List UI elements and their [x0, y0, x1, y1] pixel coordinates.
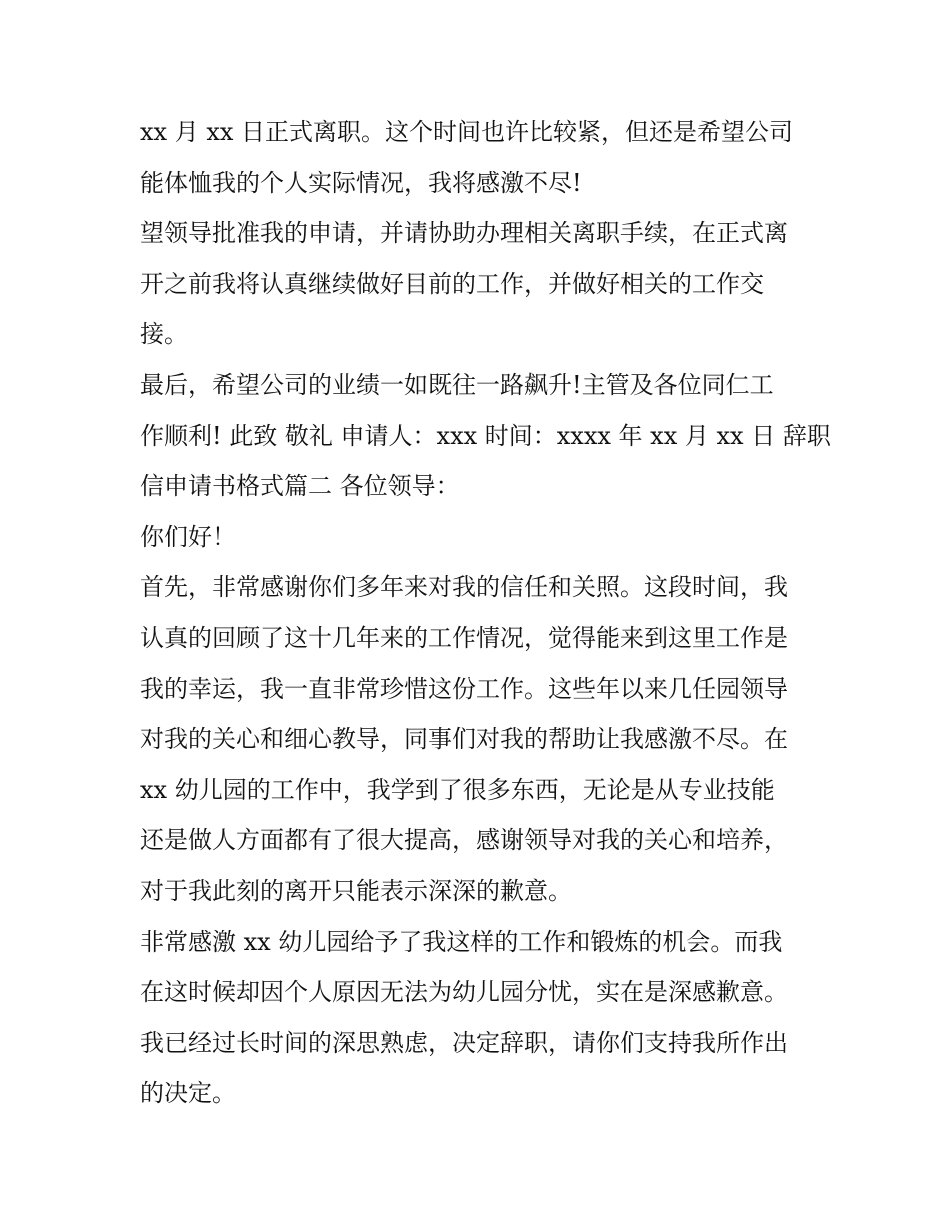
- text-line: 还是做人方面都有了很大提高，感谢领导对我的关心和培养，: [140, 826, 788, 855]
- text-line: 接。: [140, 320, 188, 349]
- text-line: xx 月 xx 日正式离职。这个时间也许比较紧，但还是希望公司: [140, 118, 794, 146]
- text-line: 我的幸运，我一直非常珍惜这份工作。这些年以来几任园领导: [140, 674, 788, 703]
- text-line: 能体恤我的个人实际情况，我将感激不尽!: [140, 168, 582, 197]
- text-line: 非常感激 xx 幼儿园给予了我这样的工作和锻炼的机会。而我: [140, 927, 783, 956]
- text-line: 首先，非常感谢你们多年来对我的信任和关照。这段时间，我: [140, 573, 788, 602]
- text-line: 你们好！: [140, 522, 236, 551]
- text-line: 对于我此刻的离开只能表示深深的歉意。: [140, 876, 572, 905]
- text-line: 信申请书格式篇二 各位领导：: [140, 472, 460, 501]
- text-line: 作顺利! 此致 敬礼 申请人：xxx 时间：xxxx 年 xx 月 xx 日 辞职: [140, 421, 831, 450]
- text-line: xx 幼儿园的工作中，我学到了很多东西，无论是从专业技能: [140, 775, 775, 804]
- text-line: 对我的关心和细心教导，同事们对我的帮助让我感激不尽。在: [140, 725, 788, 754]
- document-body: [140, 107, 831, 1119]
- text-line: 在这时候却因个人原因无法为幼儿园分忧，实在是深感歉意。: [140, 978, 788, 1007]
- text-line: 开之前我将认真继续做好目前的工作，并做好相关的工作交: [140, 269, 764, 298]
- text-line: 望领导批准我的申请，并请协助办理相关离职手续，在正式离: [140, 219, 788, 248]
- text-line: 最后，希望公司的业绩一如既往一路飙升!主管及各位同仁工: [140, 370, 774, 399]
- text-line: 的决定。: [140, 1079, 236, 1108]
- text-line: 认真的回顾了这十几年来的工作情况，觉得能来到这里工作是: [140, 623, 788, 652]
- text-line: 我已经过长时间的深思熟虑，决定辞职，请你们支持我所作出: [140, 1028, 788, 1057]
